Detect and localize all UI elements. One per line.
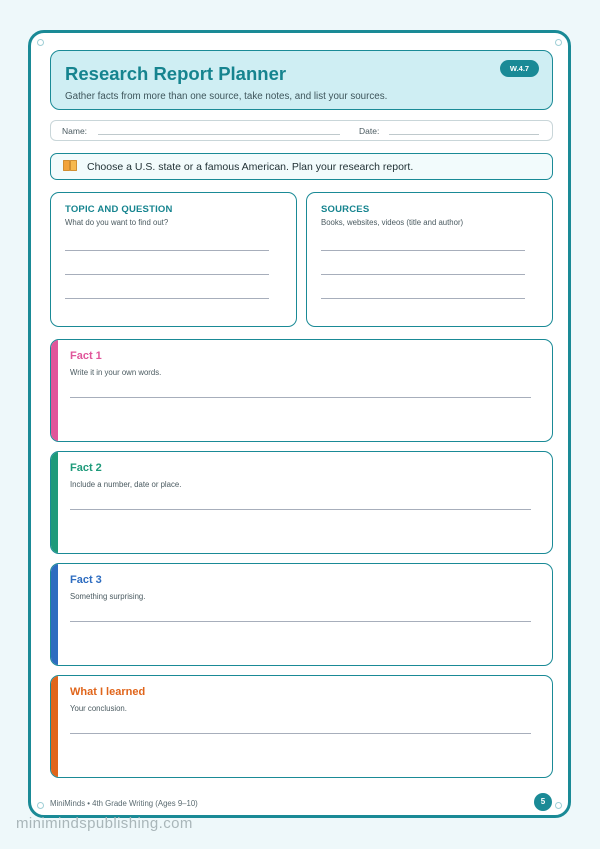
corner-dot: [555, 39, 562, 46]
sources-box: [306, 192, 553, 327]
topic-heading: TOPIC AND QUESTION: [65, 204, 173, 215]
section-prompt: Write it in your own words.: [70, 368, 162, 377]
page-title: Research Report Planner: [65, 63, 287, 84]
fact-2-section: [50, 451, 553, 554]
fact-1-section: [50, 339, 553, 442]
writing-line[interactable]: [70, 621, 531, 622]
writing-line[interactable]: [70, 397, 531, 398]
section-stripe: [51, 452, 58, 553]
name-label: Name:: [62, 126, 88, 136]
section-stripe: [51, 564, 58, 665]
watermark: minimindspublishing.com: [16, 815, 193, 832]
section-heading: Fact 3: [70, 574, 102, 586]
book-icon: [63, 160, 77, 171]
corner-dot: [37, 39, 44, 46]
header-banner: [50, 50, 553, 110]
writing-line[interactable]: [321, 274, 525, 275]
instruction-banner: [50, 153, 553, 180]
corner-dot: [37, 802, 44, 809]
writing-line[interactable]: [321, 250, 525, 251]
instruction-text: Choose a U.S. state or a famous American. Plan your research report.: [87, 161, 414, 173]
section-prompt: Something surprising.: [70, 592, 146, 601]
name-date-row: [50, 120, 553, 141]
section-stripe: [51, 340, 58, 441]
section-heading: Fact 1: [70, 350, 102, 362]
worksheet-page: [28, 30, 571, 818]
fact-3-section: [50, 563, 553, 666]
topic-question-box: [50, 192, 297, 327]
section-stripe: [51, 676, 58, 777]
section-heading: Fact 2: [70, 462, 102, 474]
writing-line[interactable]: [65, 274, 269, 275]
name-field[interactable]: [98, 134, 340, 135]
what-i-learned-section: [50, 675, 553, 778]
section-prompt: Your conclusion.: [70, 704, 127, 713]
standard-badge: W.4.7: [500, 60, 539, 77]
page-number-badge: 5: [534, 793, 552, 811]
writing-line[interactable]: [70, 509, 531, 510]
writing-line[interactable]: [70, 733, 531, 734]
sources-prompt: Books, websites, videos (title and author): [321, 218, 464, 227]
corner-dot: [555, 802, 562, 809]
section-prompt: Include a number, date or place.: [70, 480, 182, 489]
topic-prompt: What do you want to find out?: [65, 218, 169, 227]
section-heading: What I learned: [70, 686, 146, 698]
footer-text: MiniMinds • 4th Grade Writing (Ages 9–10): [50, 799, 198, 808]
writing-line[interactable]: [65, 250, 269, 251]
date-field[interactable]: [389, 134, 539, 135]
date-label: Date:: [359, 126, 380, 136]
writing-line[interactable]: [65, 298, 269, 299]
sources-heading: SOURCES: [321, 204, 370, 215]
page-subtitle: Gather facts from more than one source, take notes, and list your sources.: [65, 91, 388, 102]
writing-line[interactable]: [321, 298, 525, 299]
